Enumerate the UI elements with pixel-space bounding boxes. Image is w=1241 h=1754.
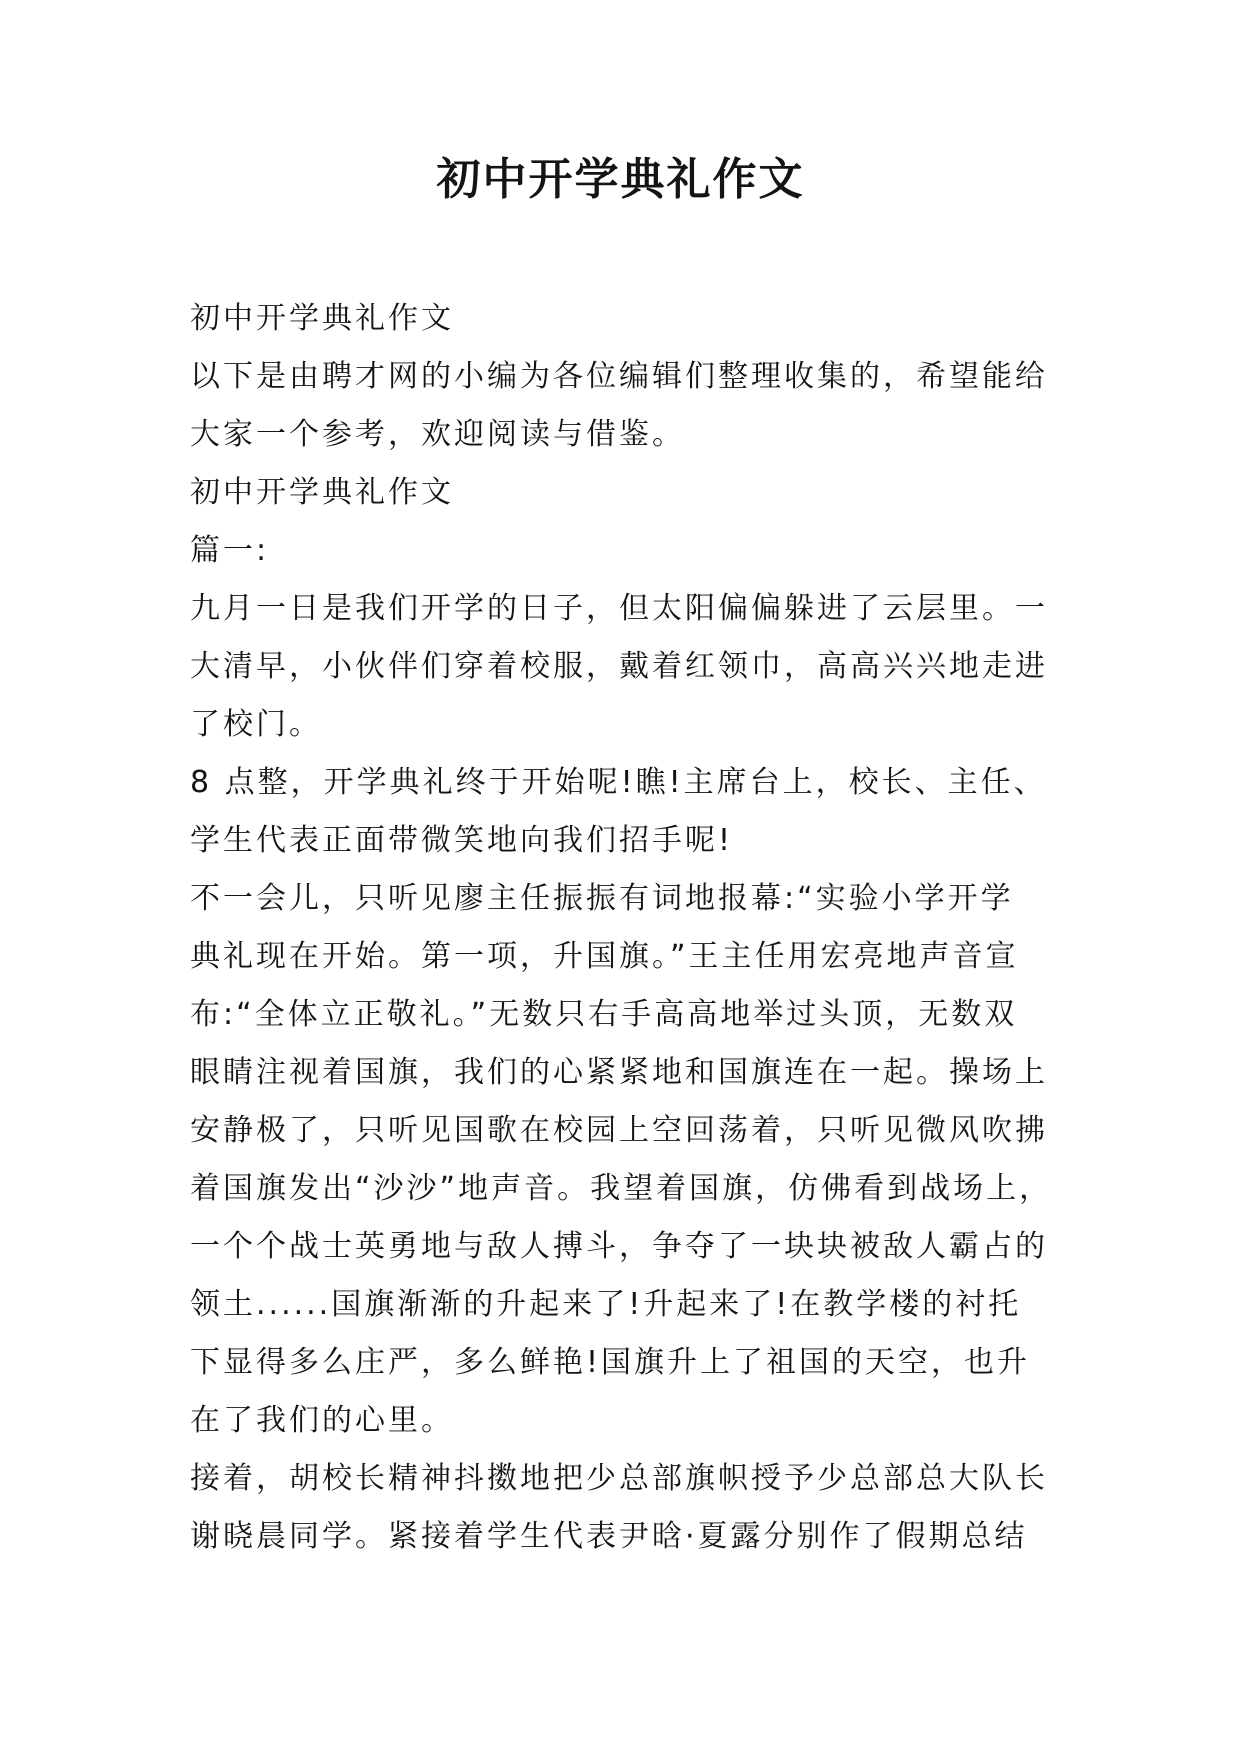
body-line: 在了我们的心里。 [190, 1403, 454, 1438]
body-line: 着国旗发出“沙沙”地声音。我望着国旗，仿佛看到战场上， [190, 1171, 1053, 1206]
body-line: 以下是由聘才网的小编为各位编辑们整理收集的，希望能给 [190, 359, 1048, 394]
body-line: 8 点整，开学典礼终于开始呢!瞧!主席台上，校长、主任、 [190, 765, 1047, 800]
body-line: 布:“全体立正敬礼。”无数只右手高高地举过头顶，无数双 [190, 997, 1018, 1032]
body-line: 接着，胡校长精神抖擞地把少总部旗帜授予少总部总大队长 [190, 1461, 1048, 1496]
body-line: 谢晓晨同学。紧接着学生代表尹晗·夏露分别作了假期总结 [190, 1519, 1028, 1554]
document-title: 初中开学典礼作文 [436, 154, 805, 205]
body-line: 安静极了，只听见国歌在校园上空回荡着，只听见微风吹拂 [190, 1113, 1048, 1148]
body-line: 领土......国旗渐渐的升起来了!升起来了!在教学楼的衬托 [190, 1287, 1022, 1322]
body-line: 典礼现在开始。第一项，升国旗。”王主任用宏亮地声音宣 [190, 939, 1019, 974]
body-line: 了校门。 [190, 707, 322, 742]
body-line: 一个个战士英勇地与敌人搏斗，争夺了一块块被敌人霸占的 [190, 1229, 1048, 1264]
body-line: 大家一个参考，欢迎阅读与借鉴。 [190, 417, 685, 452]
body-line: 九月一日是我们开学的日子，但太阳偏偏躲进了云层里。一 [190, 591, 1048, 626]
body-line: 初中开学典礼作文 [190, 301, 454, 336]
body-line: 下显得多么庄严，多么鲜艳!国旗升上了祖国的天空，也升 [190, 1345, 1031, 1380]
body-line: 初中开学典礼作文 [190, 475, 454, 510]
body-line: 不一会儿，只听见廖主任振振有词地报幕:“实验小学开学 [190, 881, 1014, 916]
body-line: 眼睛注视着国旗，我们的心紧紧地和国旗连在一起。操场上 [190, 1055, 1048, 1090]
body-line: 篇一: [190, 533, 270, 568]
document-body [190, 290, 1052, 1566]
body-line: 大清早，小伙伴们穿着校服，戴着红领巾，高高兴兴地走进 [190, 649, 1048, 684]
body-line: 学生代表正面带微笑地向我们招手呢! [190, 823, 734, 858]
